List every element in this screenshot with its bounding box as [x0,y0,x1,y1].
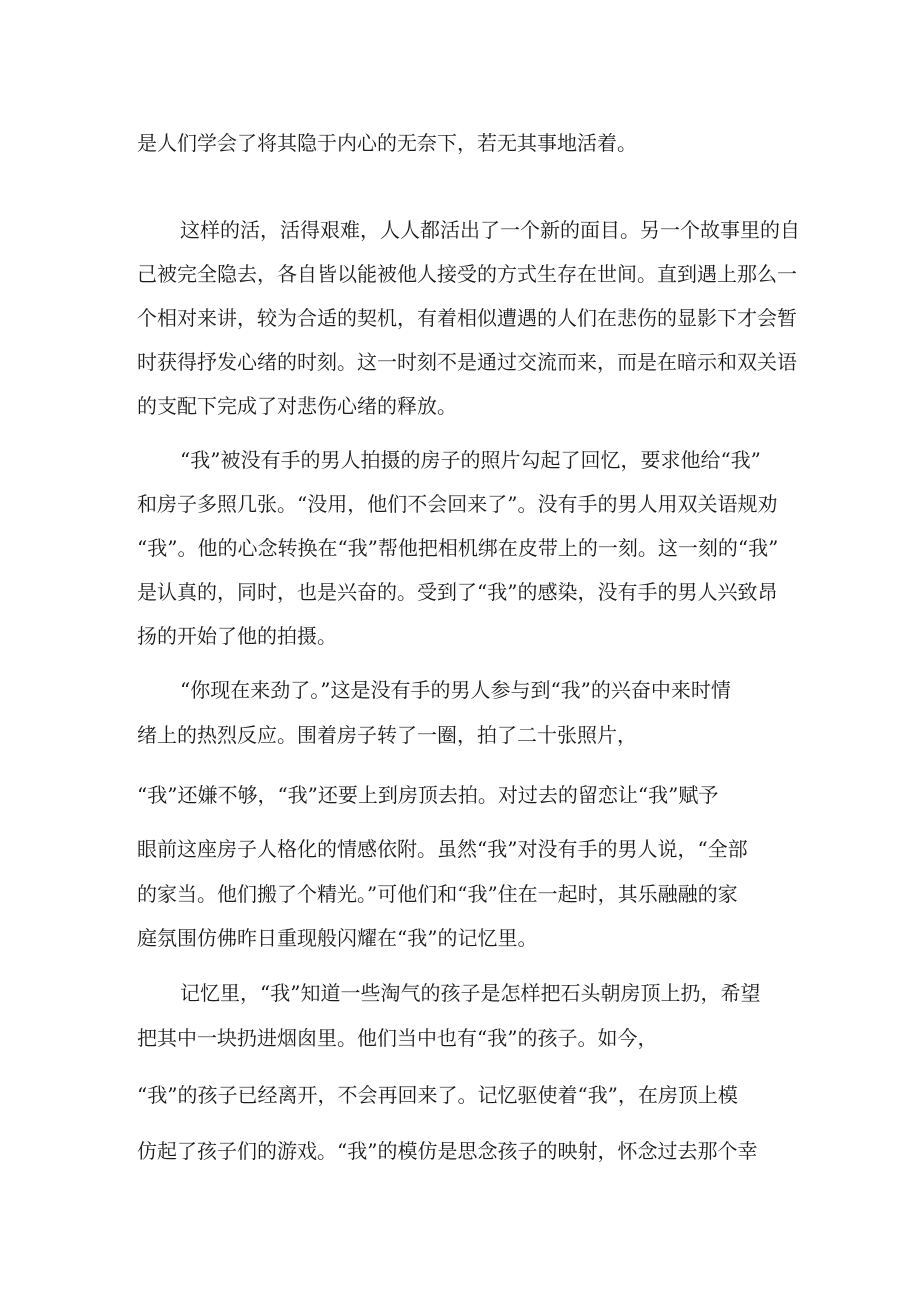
paragraph-first-line: 记忆里，“我”知道一些淘气的孩子是怎样把石头朝房顶上扔，希望 [180,981,761,1005]
text-line: 扬的开始了他的拍摄。 [137,624,337,648]
text-line: “我”的孩子已经离开，不会再回来了。记忆驱使着“我”，在房顶上模 [137,1083,738,1107]
paragraph-first-line: “我”被没有手的男人拍摄的房子的照片勾起了回忆，要求他给“我” [180,448,761,472]
text-line: 个相对来讲，较为合适的契机，有着相似遭遇的人们在悲伤的显影下才会暂 [137,306,797,330]
text-line: 眼前这座房子人格化的情感依附。虽然“我”对没有手的男人说，“全部 [137,837,748,861]
text-line: 仿起了孩子们的游戏。“我”的模仿是思念孩子的映射，怀念过去那个幸 [137,1139,758,1163]
text-line: 的家当。他们搬了个精光。”可他们和“我”住在一起时，其乐融融的家 [137,882,738,906]
text-line: 绪上的热烈反应。围着房子转了一圈，拍了二十张照片， [137,723,637,747]
text-line: 时获得抒发心绪的时刻。这一时刻不是通过交流而来，而是在暗示和双关语 [137,350,797,374]
text-line: 把其中一块扔进烟囱里。他们当中也有“我”的孩子。如今， [137,1026,658,1050]
text-line: 是认真的，同时，也是兴奋的。受到了“我”的感染，没有手的男人兴致昂 [137,580,778,604]
paragraph-first-line: 这样的活，活得艰难，人人都活出了一个新的面目。另一个故事里的自 [180,218,800,242]
text-line: 是人们学会了将其隐于内心的无奈下，若无其事地活着。 [137,131,637,155]
text-line: 己被完全隐去，各自皆以能被他人接受的方式生存在世间。直到遇上那么一 [137,262,797,286]
text-line: 和房子多照几张。“没用，他们不会回来了”。没有手的男人用双关语规劝 [137,492,778,516]
text-line: “我”。他的心念转换在“我”帮他把相机绑在皮带上的一刻。这一刻的“我” [137,536,779,560]
text-line: 的支配下完成了对悲伤心绪的释放。 [137,394,457,418]
text-line: 庭氛围仿佛昨日重现般闪耀在“我”的记忆里。 [137,926,538,950]
text-line: “我”还嫌不够，“我”还要上到房顶去拍。对过去的留恋让“我”赋予 [137,783,719,807]
paragraph-first-line: “你现在来劲了。”这是没有手的男人参与到“我”的兴奋中来时情 [180,678,731,702]
